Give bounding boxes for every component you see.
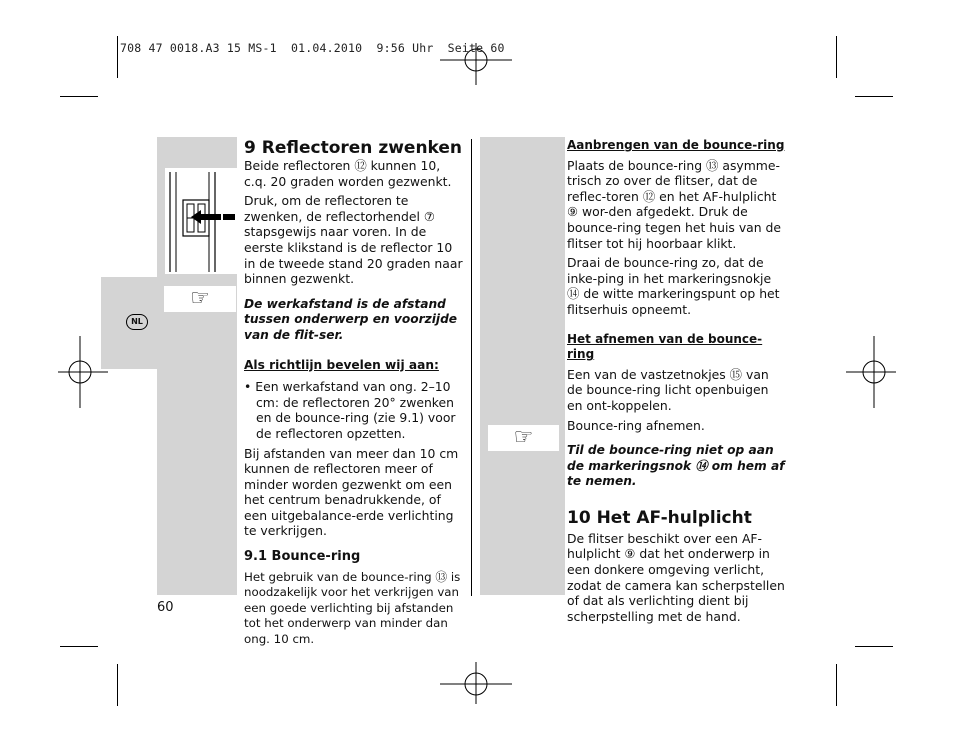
paragraph: Een van de vastzetnokjes ⑮ van de bounce-ring licht openbuigen en ont-koppelen. [567,366,769,413]
right-sidebar [480,137,565,595]
reflector-lever-illustration [165,168,237,274]
paragraph: Druk, om de reflectoren te zwenken, de reflectorhendel ⑦ stapsgewijs naar voren. In de eerste klikstand is de reflector 10 in de tweede stand 20 graden naar binnen gezwenkt. [244,193,463,287]
left-sidebar-bottom [157,369,237,595]
crop-mark [117,664,118,706]
paragraph: Bij afstanden van meer dan 10 cm kunnen de reflectoren meer of minder worden gezwenkt om een het centrum benadrukkende, of een uitgebalance-erde verlichting te verkrijgen. [244,445,459,539]
column-divider [471,139,472,596]
heading-attach: Aanbrengen van de bounce-ring [567,138,785,152]
heading-remove: Het afnemen van de bounce-ring [567,331,763,362]
paragraph: Het gebruik van de bounce-ring ⑬ is noodzakelijk voor het verkrijgen van een goede verlichting bij afstanden tot het onderwerp van minder dan ong. 10 cm. [244,570,461,646]
note-box-right [488,425,559,451]
paragraph: Plaats de bounce-ring ⑬ asymme-trisch zo over de flitser, dat de reflec-toren ⑫ en het AF-hulplicht ⑨ wor-den afgedekt. Druk de bounce-ring tegen het huis van de flitser tot hij hoorbaar klikt. [567,157,782,251]
registration-mark-right [846,336,896,408]
note-text: Til de bounce-ring niet op aan de markeringsnok ⑭ om hem af te nemen. [567,443,785,489]
crop-mark [855,646,893,647]
registration-mark-bottom [440,662,512,712]
crop-mark [855,96,893,97]
hand-pointer-icon: ☞ [513,425,534,450]
print-header: 708 47 0018.A3 15 MS-1 01.04.2010 9:56 Uhr Seite 60 [120,41,505,55]
note-text: De werkafstand is de afstand tussen onderwerp en voorzijde van de flit-ser. [244,296,458,342]
hand-pointer-icon: ☞ [190,286,210,311]
crop-mark [60,646,98,647]
page-number: 60 [157,600,174,615]
section-title: 10 Het AF-hulplicht [567,507,752,528]
crop-mark [117,36,118,78]
note-box-left [164,286,236,312]
crop-mark [836,664,837,706]
left-column [244,138,464,651]
paragraph: Bounce-ring afnemen. [567,417,705,433]
crop-mark [60,96,98,97]
right-column [567,138,785,628]
paragraph: Beide reflectoren ⑫ kunnen 10, c.q. 20 graden worden gezwenkt. [244,158,452,189]
crop-mark [836,36,837,78]
subsection-title: 9.1 Bounce-ring [244,549,361,565]
section-title: 9 Reflectoren zwenken [244,138,463,158]
language-badge: NL [126,314,148,330]
bullet-item: • Een werkafstand van ong. 2–10 cm: de reflectoren 20° zwenken en de bounce-ring (zie 9.1) voor de reflectoren opzetten. [244,379,456,441]
paragraph: Draai de bounce-ring zo, dat de inke-ping in het markeringsnokje ⑭ de witte markeringspunt op het flitserhuis opneemt. [567,255,780,317]
recommend-heading: Als richtlijn bevelen wij aan: [244,357,439,372]
paragraph: De flitser beschikt over een AF-hulplicht ⑨ dat het onderwerp in een donkere omgeving verlicht, zodat de camera kan scherpstellen of dat als verlichting dient bij scherpstelling met de hand. [567,530,785,624]
